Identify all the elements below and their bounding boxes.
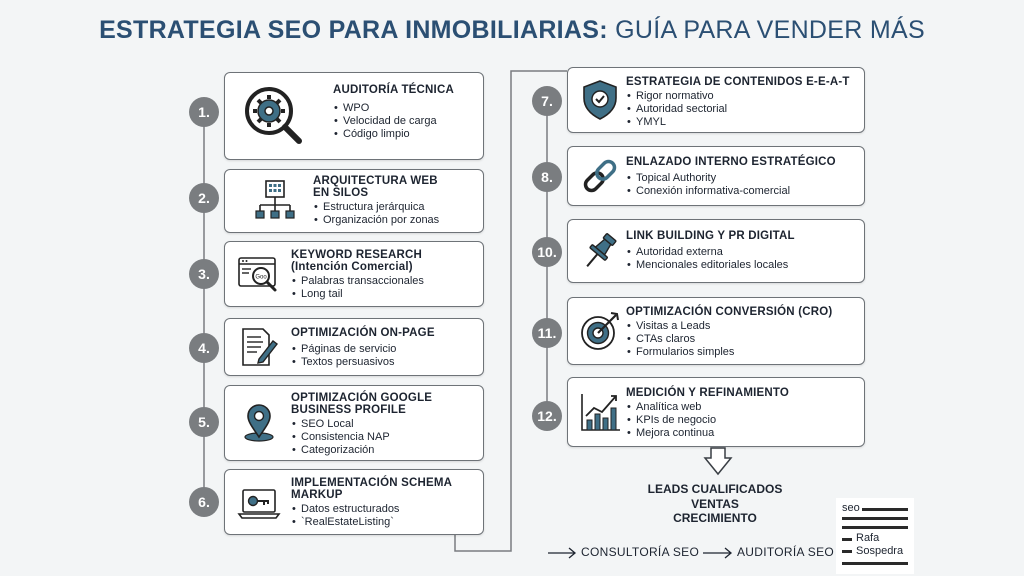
step-title: OPTIMIZACIÓN CONVERSIÓN (CRO) xyxy=(626,306,833,318)
map-pin-icon xyxy=(237,401,281,445)
step-title: OPTIMIZACIÓN GOOGLE xyxy=(291,392,433,404)
step-bullet: • `RealEstateListing` xyxy=(291,516,475,529)
arrow-right-icon xyxy=(703,548,731,558)
step-bullet: • Páginas de servicio xyxy=(291,343,475,356)
step-bullet: • Velocidad de carga xyxy=(333,115,475,128)
step-bullet: • Palabras transaccionales xyxy=(291,275,475,288)
chain-link-icon xyxy=(578,154,622,198)
browser-search-icon xyxy=(237,252,281,296)
step-bullet: • Consistencia NAP xyxy=(291,431,475,444)
step-title: (Intención Comercial) xyxy=(291,261,413,273)
building-hierarchy-icon xyxy=(253,179,297,223)
arrow-right-icon xyxy=(548,548,575,558)
step-bullet: • Formularios simples xyxy=(626,346,856,359)
step-title: ENLAZADO INTERNO ESTRATÉGICO xyxy=(626,156,836,168)
step-card xyxy=(224,241,484,307)
title-light: GUÍA PARA VENDER MÁS xyxy=(615,16,925,44)
footer-link-auditoria[interactable]: AUDITORÍA SEO xyxy=(737,545,835,559)
step-number-badge: 4. xyxy=(189,333,219,363)
step-title: BUSINESS PROFILE xyxy=(291,404,407,416)
step-bullet: • Conexión informativa-comercial xyxy=(626,185,856,198)
svg-text:Goo: Goo xyxy=(255,274,267,281)
step-number-badge: 5. xyxy=(189,407,219,437)
outcome-block xyxy=(600,482,830,526)
footer-link-consultoria[interactable]: CONSULTORÍA SEO xyxy=(581,545,700,559)
step-bullet: • Autoridad sectorial xyxy=(626,103,856,116)
step-card xyxy=(567,146,865,206)
step-title: OPTIMIZACIÓN ON-PAGE xyxy=(291,327,435,339)
step-bullet: • Categorización xyxy=(291,444,475,457)
step-card xyxy=(567,297,865,365)
outcome-line: LEADS CUALIFICADOS xyxy=(647,482,783,496)
logo-name-line2: Sospedra xyxy=(856,545,904,557)
step-card xyxy=(224,469,484,535)
step-number-badge: 11. xyxy=(532,318,562,348)
document-pen-icon xyxy=(237,325,281,369)
step-bullet: • Analítica web xyxy=(626,401,856,414)
outcome-line: VENTAS xyxy=(691,496,739,511)
step-number-badge: 1. xyxy=(189,97,219,127)
laptop-key-icon xyxy=(237,480,281,524)
step-bullet: • Código limpio xyxy=(333,128,475,141)
step-bullet: • Visitas a Leads xyxy=(626,320,856,333)
step-bullet: • Mejora continua xyxy=(626,427,856,440)
step-number-badge: 2. xyxy=(189,183,219,213)
step-card xyxy=(224,169,484,233)
step-number-badge: 12. xyxy=(532,401,562,431)
step-bullet: • Textos persuasivos xyxy=(291,356,475,369)
growth-chart-icon xyxy=(578,390,622,434)
step-card xyxy=(567,67,865,133)
step-bullet: • Topical Authority xyxy=(626,172,856,185)
outcome-line: CRECIMIENTO xyxy=(673,511,757,525)
logo-name-line1: Rafa xyxy=(856,532,880,544)
step-title: MARKUP xyxy=(291,489,343,501)
title-bold: ESTRATEGIA SEO PARA INMOBILIARIAS: xyxy=(99,16,608,44)
step-title: ARQUITECTURA WEB xyxy=(313,175,438,187)
step-bullet: • Long tail xyxy=(291,288,475,301)
step-card xyxy=(567,377,865,447)
logo-prefix: seo xyxy=(842,502,860,514)
step-bullet: • Mencionales editoriales locales xyxy=(626,259,856,272)
step-title: IMPLEMENTACIÓN SCHEMA xyxy=(291,477,453,489)
step-title: EN SILOS xyxy=(313,187,369,199)
step-title: AUDITORÍA TÉCNICA xyxy=(333,84,454,96)
step-card xyxy=(567,219,865,283)
pushpin-icon xyxy=(578,229,622,273)
step-bullet: • CTAs claros xyxy=(626,333,856,346)
down-arrow-icon xyxy=(705,448,731,474)
step-card xyxy=(224,385,484,461)
step-bullet: • Organización por zonas xyxy=(313,214,475,227)
step-number-badge: 6. xyxy=(189,487,219,517)
step-title: ESTRATEGIA DE CONTENIDOS E-E-A-T xyxy=(626,76,850,88)
step-number-badge: 7. xyxy=(532,86,562,116)
step-title: KEYWORD RESEARCH xyxy=(291,249,422,261)
step-card xyxy=(224,72,484,160)
step-bullet: • Autoridad externa xyxy=(626,246,856,259)
step-bullet: • YMYL xyxy=(626,116,856,129)
step-card xyxy=(224,318,484,376)
step-number-badge: 10. xyxy=(532,237,562,267)
step-number-badge: 3. xyxy=(189,259,219,289)
step-number-badge: 8. xyxy=(532,162,562,192)
target-arrow-icon xyxy=(578,309,622,353)
step-title: MEDICIÓN Y REFINAMIENTO xyxy=(626,387,790,399)
brand-logo xyxy=(836,498,914,574)
step-bullet: • WPO xyxy=(333,102,475,115)
step-bullet: • Datos estructurados xyxy=(291,503,475,516)
step-bullet: • Rigor normativo xyxy=(626,90,856,103)
step-bullet: • Estructura jerárquica xyxy=(313,201,475,214)
gear-magnifier-icon xyxy=(243,85,305,147)
step-title: LINK BUILDING Y PR DIGITAL xyxy=(626,230,795,242)
shield-check-icon xyxy=(578,78,622,122)
step-bullet: • SEO Local xyxy=(291,418,475,431)
step-bullet: • KPIs de negocio xyxy=(626,414,856,427)
